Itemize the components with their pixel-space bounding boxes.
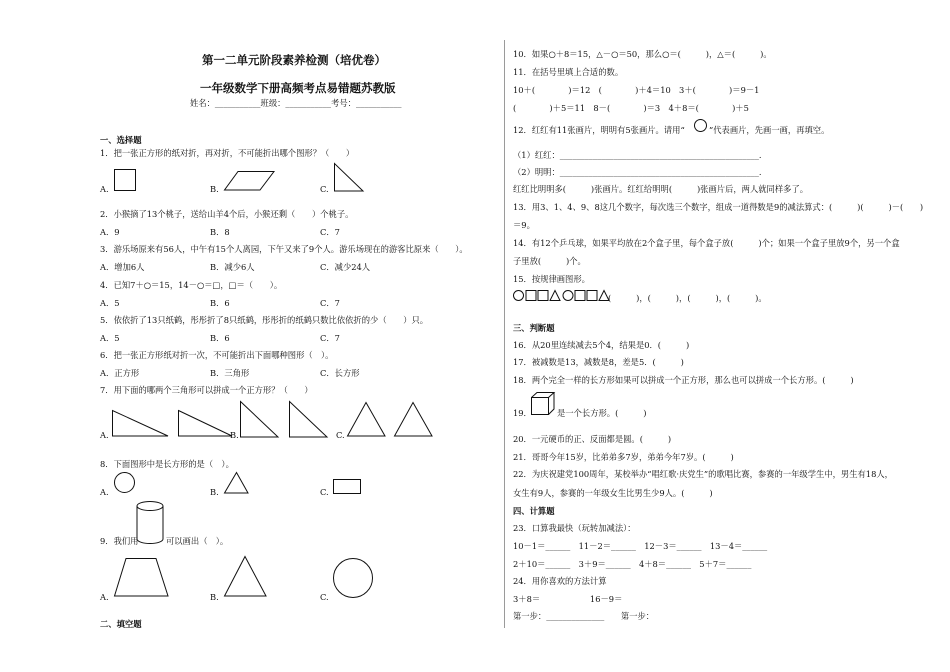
q3-option-b: B．减少6人: [210, 262, 255, 272]
trapezoid-icon: [114, 558, 170, 598]
question-12-prefix: 12．红红有11张画片，明明有5张画片。请用“: [513, 125, 685, 135]
section-choice-heading: 一、选择题: [100, 135, 142, 145]
q23-line-1: 10－1＝______ 11－2＝______ 12－3＝______ 13－4＝______: [513, 541, 768, 551]
question-24: 24．用你喜欢的方法计算: [513, 576, 607, 586]
question-10: 10．如果○＋8＝15，△－○＝50，那么○＝( )，△＝( )。: [513, 49, 772, 59]
q9-option-b-label: B.: [210, 592, 219, 602]
question-20: 20．一元硬币的正、反面都是圆。( ): [513, 434, 672, 444]
question-8: 8．下面图形中是长方形的是（ ）。: [100, 459, 234, 469]
question-21: 21．哥哥今年15岁，比弟弟多7岁，弟弟今年7岁。( ): [513, 452, 734, 462]
question-5: 5．依依折了13只纸鹤，彤彤折了8只纸鹤，彤彤折的纸鹤只数比依依折的少（ ）只。: [100, 315, 429, 325]
cylinder-icon: [136, 501, 166, 545]
right-triangle-icon: [240, 401, 280, 438]
question-11: 11．在括号里填上合适的数。: [513, 67, 624, 77]
square-icon: [114, 169, 138, 193]
question-13: 13．用3、1、4、9、8这几个数字，每次选三个数字，组成一道得数是9的减法算式：( )( )－( ): [513, 202, 924, 212]
q1-option-c-label: C.: [320, 184, 329, 194]
question-19-suffix: 是一个长方形。( ): [557, 408, 647, 418]
right-triangle-icon: [112, 410, 170, 438]
question-22: 22．为庆祝建党100周年，某校举办“唱红歌·庆党生”的歌唱比赛，参赛的一年级学生中，男生有18人，: [513, 469, 893, 479]
pattern-shapes-icon: [513, 290, 613, 302]
section-fill-heading: 二、填空题: [100, 619, 142, 629]
question-14: 14．有12个乒乓球，如果平均放在2个盒子里，每个盒子放( )个；如果一个盒子里放9个，另一个盒: [513, 238, 900, 248]
question-14-cont: 子里放( )个。: [513, 256, 586, 266]
q11-line-2: ( )＋5＝11 8－( )＝3 4＋8＝( )＋5: [513, 103, 749, 113]
q15-blanks: ( )，( )，( )，( )。: [608, 293, 767, 303]
q11-line-1: 10＋( )＝12 ( )＋4＝10 3＋( )＝9－1: [513, 85, 760, 95]
q4-option-a: A．5: [100, 298, 120, 308]
q1-option-b-label: B.: [210, 184, 219, 194]
q9-option-c-label: C.: [320, 592, 329, 602]
q2-option-c: C．7: [320, 227, 340, 237]
circle-icon: [694, 119, 708, 133]
question-22-cont: 女生有9人，参赛的一年级女生比男生少9人。( ): [513, 488, 713, 498]
q7-option-b-label: B.: [230, 430, 239, 440]
q6-option-c: C．长方形: [320, 368, 360, 378]
q6-option-b: B．三角形: [210, 368, 250, 378]
q5-option-c: C．7: [320, 333, 340, 343]
question-15: 15．按规律画图形。: [513, 274, 590, 284]
q12-line-3: 红红比明明多( )张画片。红红给明明( )张画片后，两人就同样多了。: [513, 184, 809, 194]
parallelogram-icon: [224, 171, 276, 193]
q5-option-a: A．5: [100, 333, 120, 343]
q4-option-c: C．7: [320, 298, 340, 308]
question-4: 4．已知7＋○＝15，14－○＝□，□＝（ ）。: [100, 280, 283, 290]
q12-line-2: （2）明明：________________________________________________.: [513, 167, 762, 177]
question-19-prefix: 19．: [513, 408, 532, 418]
triangle-icon: [394, 402, 434, 437]
q8-option-a-label: A.: [100, 487, 109, 497]
triangle-icon: [224, 472, 250, 494]
rectangle-icon: [333, 479, 363, 495]
q1-option-a-label: A.: [100, 184, 109, 194]
question-9-suffix: 可以画出（ ）。: [166, 536, 229, 546]
q8-option-b-label: B.: [210, 487, 219, 497]
triangle-icon: [224, 556, 268, 598]
right-triangle-icon: [178, 410, 234, 438]
question-18: 18．两个完全一样的长方形如果可以拼成一个正方形，那么也可以拼成一个长方形。( ): [513, 375, 854, 385]
question-13-cont: ＝9。: [513, 220, 535, 230]
column-divider: [504, 40, 505, 628]
q6-option-a: A．正方形: [100, 368, 140, 378]
question-7: 7．用下面的哪两个三角形可以拼成一个正方形？（ ）: [100, 385, 313, 395]
q24-line-1: 3＋8＝ 16－9＝: [513, 594, 623, 604]
q3-option-c: C．减少24人: [320, 262, 371, 272]
question-3: 3．游乐场原来有56人，中午有15个人离园，下午又来了9个人。游乐场现在的游客比原来（ ）。: [100, 244, 468, 254]
q7-option-a-label: A.: [100, 430, 109, 440]
question-12-suffix: ”代表画片，先画一画，再填空。: [709, 125, 830, 135]
q9-option-a-label: A.: [100, 592, 109, 602]
student-info-fields: 姓名：___________班级：___________考号：___________: [190, 98, 402, 108]
q24-line-2: 第一步：______________ 第一步：: [513, 611, 655, 621]
exam-title: 第一二单元阶段素养检测（培优卷）: [202, 53, 386, 67]
q2-option-b: B．8: [210, 227, 230, 237]
q2-option-a: A．9: [100, 227, 120, 237]
question-2: 2．小猴摘了13个桃子，送给山羊4个后，小猴还剩（ ）个桃子。: [100, 209, 354, 219]
question-23: 23．口算我最快（玩转加减法）：: [513, 523, 636, 533]
q23-line-2: 2＋10＝______ 3＋9＝______ 4＋8＝______ 5＋7＝______: [513, 559, 752, 569]
question-9-prefix: 9．我们用: [100, 536, 139, 546]
right-triangle-icon: [289, 401, 329, 438]
q7-option-c-label: C.: [336, 430, 345, 440]
right-triangle-icon: [334, 163, 366, 193]
question-16: 16．从20里连续减去5个4，结果是0．( ): [513, 340, 690, 350]
q12-line-1: （1）红红：________________________________________________.: [513, 150, 762, 160]
q3-option-a: A．增加6人: [100, 262, 145, 272]
circle-icon: [114, 472, 136, 494]
section-judge-heading: 三、判断题: [513, 323, 555, 333]
cube-icon: [531, 392, 557, 416]
question-1: 1．把一张正方形的纸对折，再对折，不可能折出哪个图形？（ ）: [100, 148, 355, 158]
section-calc-heading: 四、计算题: [513, 506, 555, 516]
question-17: 17．被减数是13，减数是8，差是5．( ): [513, 357, 684, 367]
circle-icon: [333, 558, 375, 600]
question-6: 6．把一张正方形纸对折一次，不可能折出下面哪种图形（ ）。: [100, 350, 334, 360]
q4-option-b: B．6: [210, 298, 230, 308]
exam-subtitle: 一年级数学下册高频考点易错题苏教版: [200, 81, 396, 95]
triangle-icon: [347, 402, 387, 437]
q8-option-c-label: C.: [320, 487, 329, 497]
q5-option-b: B．6: [210, 333, 230, 343]
